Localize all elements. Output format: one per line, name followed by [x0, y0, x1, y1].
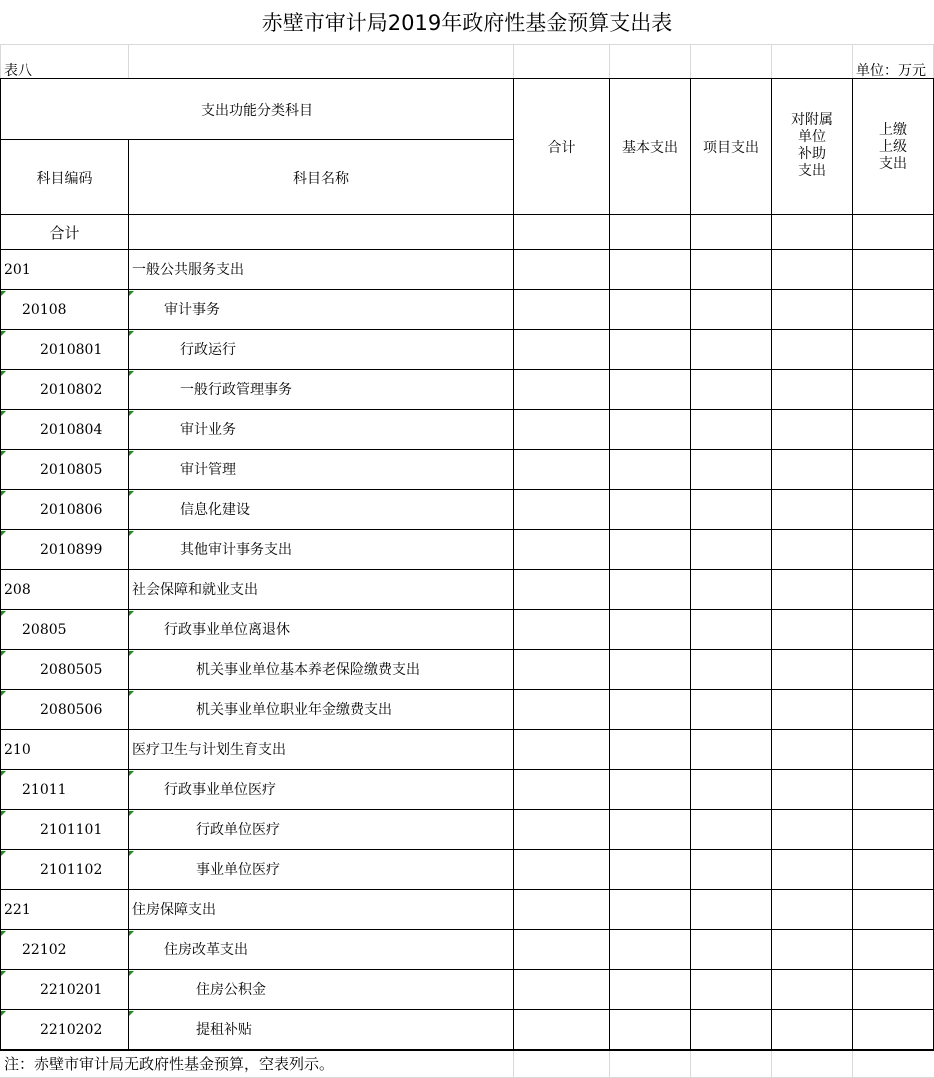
- table-border: [0, 249, 934, 250]
- table-border: [771, 78, 772, 1050]
- table-border: [690, 78, 691, 1050]
- row-code: 20108: [22, 302, 67, 318]
- row-border: [0, 529, 934, 530]
- row-code: 2210202: [40, 1022, 103, 1038]
- row-code: 2010804: [40, 422, 103, 438]
- row-border: [0, 889, 934, 890]
- text-format-marker: [129, 691, 134, 696]
- text-format-marker: [1, 931, 6, 936]
- text-format-marker: [129, 931, 134, 936]
- row-border: [0, 369, 934, 370]
- row-name: 医疗卫生与计划生育支出: [132, 742, 286, 758]
- text-format-marker: [1, 531, 6, 536]
- row-name: 其他审计事务支出: [180, 542, 292, 558]
- row-code: 2010899: [40, 542, 103, 558]
- table-border: [0, 139, 513, 140]
- row-code: 201: [4, 262, 31, 278]
- row-code: 208: [4, 582, 31, 598]
- grid-line: [609, 44, 610, 78]
- header-upper: 上缴 上级 支出: [879, 122, 907, 172]
- text-format-marker: [129, 291, 134, 296]
- table-border: [0, 78, 934, 79]
- text-format-marker: [129, 331, 134, 336]
- header-code: 科目编码: [36, 171, 93, 187]
- text-format-marker: [129, 411, 134, 416]
- table-border: [0, 1050, 934, 1051]
- header-project: 项目支出: [703, 140, 759, 156]
- row-border: [0, 449, 934, 450]
- text-format-marker: [1, 331, 6, 336]
- row-code: 2010801: [40, 342, 103, 358]
- row-border: [0, 689, 934, 690]
- grid-line: [771, 1050, 772, 1078]
- row-border: [0, 569, 934, 570]
- row-code: 210: [4, 742, 31, 758]
- table-border: [0, 214, 934, 215]
- grid-line: [513, 1050, 514, 1078]
- row-code: 2080506: [40, 702, 103, 718]
- footnote: 注：赤壁市审计局无政府性基金预算，空表列示。: [4, 1055, 335, 1073]
- row-border: [0, 769, 934, 770]
- text-format-marker: [1, 691, 6, 696]
- text-format-marker: [1, 1011, 6, 1016]
- row-code: 20805: [22, 622, 67, 638]
- text-format-marker: [1, 451, 6, 456]
- row-name: 审计管理: [180, 462, 236, 478]
- grid-line: [852, 1050, 853, 1078]
- row-code: 2010805: [40, 462, 103, 478]
- header-name: 科目名称: [293, 171, 349, 187]
- text-format-marker: [1, 771, 6, 776]
- text-format-marker: [129, 651, 134, 656]
- row-name: 机关事业单位基本养老保险缴费支出: [196, 662, 420, 678]
- row-code: 2210201: [40, 982, 103, 998]
- row-border: [0, 729, 934, 730]
- header-subsidy: 对附属 单位 补助 支出: [791, 112, 833, 179]
- row-name: 信息化建设: [180, 502, 250, 518]
- row-name: 住房公积金: [196, 982, 266, 998]
- text-format-marker: [129, 971, 134, 976]
- row-name: 一般行政管理事务: [180, 382, 292, 398]
- row-name: 行政事业单位离退休: [164, 622, 290, 638]
- text-format-marker: [129, 851, 134, 856]
- row-border: [0, 329, 934, 330]
- text-format-marker: [129, 451, 134, 456]
- text-format-marker: [129, 811, 134, 816]
- grid-line: [852, 44, 853, 78]
- grid-line: [513, 44, 514, 78]
- table-border: [852, 78, 853, 1050]
- unit-label: 单位：万元: [856, 63, 926, 79]
- row-name: 行政单位医疗: [196, 822, 280, 838]
- row-name: 住房改革支出: [164, 942, 248, 958]
- grid-line: [609, 1050, 610, 1078]
- total-row-label: 合计: [49, 224, 80, 242]
- grid-line: [771, 44, 772, 78]
- row-code: 2010802: [40, 382, 103, 398]
- table-border: [609, 78, 610, 1050]
- row-name: 住房保障支出: [132, 902, 216, 918]
- row-border: [0, 929, 934, 930]
- text-format-marker: [1, 851, 6, 856]
- text-format-marker: [1, 291, 6, 296]
- row-name: 行政事业单位医疗: [164, 782, 276, 798]
- text-format-marker: [129, 1011, 134, 1016]
- grid-line: [128, 44, 129, 78]
- grid-line: [0, 44, 1, 78]
- row-border: [0, 409, 934, 410]
- row-name: 机关事业单位职业年金缴费支出: [196, 702, 392, 718]
- row-border: [0, 489, 934, 490]
- table-border: [128, 78, 129, 1050]
- row-name: 事业单位医疗: [196, 862, 280, 878]
- text-format-marker: [1, 811, 6, 816]
- row-border: [0, 609, 934, 610]
- text-format-marker: [129, 491, 134, 496]
- row-border: [0, 649, 934, 650]
- row-border: [0, 969, 934, 970]
- row-code: 2080505: [40, 662, 103, 678]
- row-border: [0, 289, 934, 290]
- grid-line: [690, 44, 691, 78]
- grid-line: [0, 44, 934, 45]
- row-code: 221: [4, 902, 31, 918]
- row-border: [0, 1009, 934, 1010]
- grid-line: [690, 1050, 691, 1078]
- text-format-marker: [1, 491, 6, 496]
- row-border: [0, 1049, 934, 1050]
- row-code: 2101101: [40, 822, 103, 838]
- header-total: 合计: [547, 140, 576, 156]
- row-code: 2101102: [40, 862, 103, 878]
- row-name: 审计业务: [180, 422, 236, 438]
- row-code: 21011: [22, 782, 67, 798]
- sheet-title: 赤壁市审计局2019年政府性基金预算支出表: [261, 11, 673, 35]
- text-format-marker: [1, 971, 6, 976]
- text-format-marker: [1, 611, 6, 616]
- text-format-marker: [1, 411, 6, 416]
- row-name: 一般公共服务支出: [132, 262, 244, 278]
- text-format-marker: [129, 771, 134, 776]
- header-group: 支出功能分类科目: [201, 103, 313, 119]
- text-format-marker: [129, 611, 134, 616]
- header-basic: 基本支出: [622, 140, 678, 156]
- row-code: 22102: [22, 942, 67, 958]
- text-format-marker: [129, 531, 134, 536]
- row-name: 提租补贴: [196, 1022, 252, 1038]
- row-name: 社会保障和就业支出: [132, 582, 258, 598]
- table-border: [513, 78, 514, 1050]
- text-format-marker: [1, 371, 6, 376]
- text-format-marker: [1, 651, 6, 656]
- row-name: 审计事务: [164, 302, 220, 318]
- row-name: 行政运行: [180, 342, 236, 358]
- text-format-marker: [129, 371, 134, 376]
- table-number: 表八: [4, 63, 32, 79]
- row-code: 2010806: [40, 502, 103, 518]
- row-border: [0, 849, 934, 850]
- row-border: [0, 809, 934, 810]
